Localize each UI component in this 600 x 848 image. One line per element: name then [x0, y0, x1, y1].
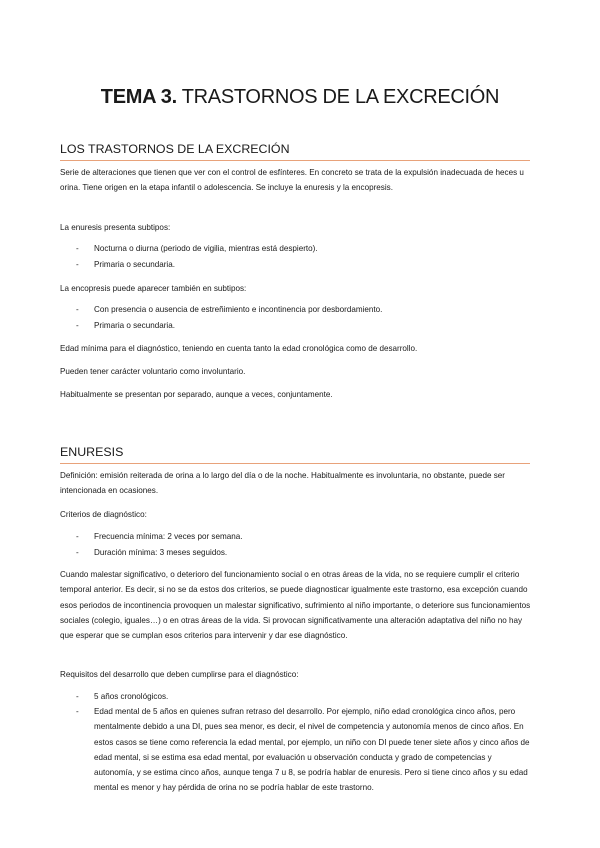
- list-item-text: Frecuencia mínima: 2 veces por semana.: [94, 532, 243, 541]
- list-item: [76, 704, 531, 796]
- list-dash: -: [76, 548, 79, 557]
- list-dash: -: [76, 707, 79, 716]
- paragraph: La enuresis presenta subtipos:: [60, 223, 171, 232]
- page-title: [0, 86, 600, 109]
- paragraph: Requisitos del desarrollo que deben cumplirse para el diagnóstico:: [60, 670, 299, 679]
- paragraph: Serie de alteraciones que tienen que ver con el control de esfínteres. En concreto se trata de la expulsión inadecuada de heces u orina. Tiene origen en la etapa infantil o adolescencia. Se incluye la enuresis y la encopresis.: [60, 168, 524, 193]
- paragraph-definicion: Definición: emisión reiterada de orina a lo largo del día o de la noche. Habitualmente es involuntaria, no obstante, puede ser intencionada en ocasiones.: [60, 471, 505, 496]
- list-item: [76, 302, 531, 317]
- list-dash: -: [76, 305, 79, 314]
- list-item: [76, 529, 531, 544]
- list-item-text: Nocturna o diurna (periodo de vigilia, mientras está despierto).: [94, 244, 318, 253]
- list-item-text: 5 años cronológicos.: [94, 692, 169, 701]
- list-dash: -: [76, 260, 79, 269]
- list-dash: -: [76, 321, 79, 330]
- paragraph: La encopresis puede aparecer también en subtipos:: [60, 284, 247, 293]
- title-text: TRASTORNOS DE LA EXCRECIÓN: [176, 86, 500, 108]
- list-item-text: Con presencia o ausencia de estreñimiento e incontinencia por desbordamiento.: [94, 305, 383, 314]
- list-item-text: Duración mínima: 3 meses seguidos.: [94, 548, 228, 557]
- list-item: [76, 257, 531, 272]
- list-item-text: Primaria o secundaria.: [94, 260, 175, 269]
- paragraph: Criterios de diagnóstico:: [60, 510, 147, 519]
- paragraph: Habitualmente se presentan por separado, aunque a veces, conjuntamente.: [60, 390, 333, 399]
- list-item: [76, 318, 531, 333]
- list-item: [76, 241, 531, 256]
- paragraph: Cuando malestar significativo, o deterioro del funcionamiento social o en otras áreas de la vida, no se requiere cumplir el criterio temporal anterior. Es decir, si no se da estos dos criterios, se puede diagnosticar igualmente este trastorno, esa excepción cuando esos periodos de incontinencia provoquen un malestar significativo, sufrimiento al niño importante, o deteriore sus funcionamientos sociales (colegio, iguales…) o en otras áreas de la vida. Si provocan significativamente una alteración adaptativa del niño no hay que esperar que se cumplan esos criterios para intervenir y dar ese diagnóstico.: [60, 570, 531, 641]
- paragraph: Pueden tener carácter voluntario como involuntario.: [60, 367, 246, 376]
- list-dash: -: [76, 244, 79, 253]
- title-number: TEMA 3.: [100, 86, 177, 108]
- list-item-text: Primaria o secundaria.: [94, 321, 175, 330]
- section-heading-enuresis: ENURESIS: [60, 445, 530, 464]
- list-dash: -: [76, 532, 79, 541]
- list-item: [76, 689, 531, 704]
- list-item-text: Edad mental de 5 años en quienes sufran retraso del desarrollo. Por ejemplo, niño edad cronológica cinco años, pero mentalmente debido a una DI, pues sea menor, es decir, el nivel de competencia y autonomía menos de cinco años. En estos casos se tiene como referencia la edad mental, por ejemplo, un niño con DI puede tener siete años y cinco años de edad mental, si se estima esa edad mental, por evaluación u observación conducta y grado de competencias y autonomía, y se estima cinco años, aunque tenga 7 u 8, se podría hablar de enuresis. Pero si tiene cinco años y su edad mental es menor y hay pérdida de orina no se podría hablar de este trastorno.: [94, 707, 530, 793]
- paragraph: Edad mínima para el diagnóstico, teniendo en cuenta tanto la edad cronológica como de desarrollo.: [60, 344, 418, 353]
- section-heading-trastornos: LOS TRASTORNOS DE LA EXCRECIÓN: [60, 142, 530, 161]
- list-dash: -: [76, 692, 79, 701]
- list-item: [76, 545, 531, 560]
